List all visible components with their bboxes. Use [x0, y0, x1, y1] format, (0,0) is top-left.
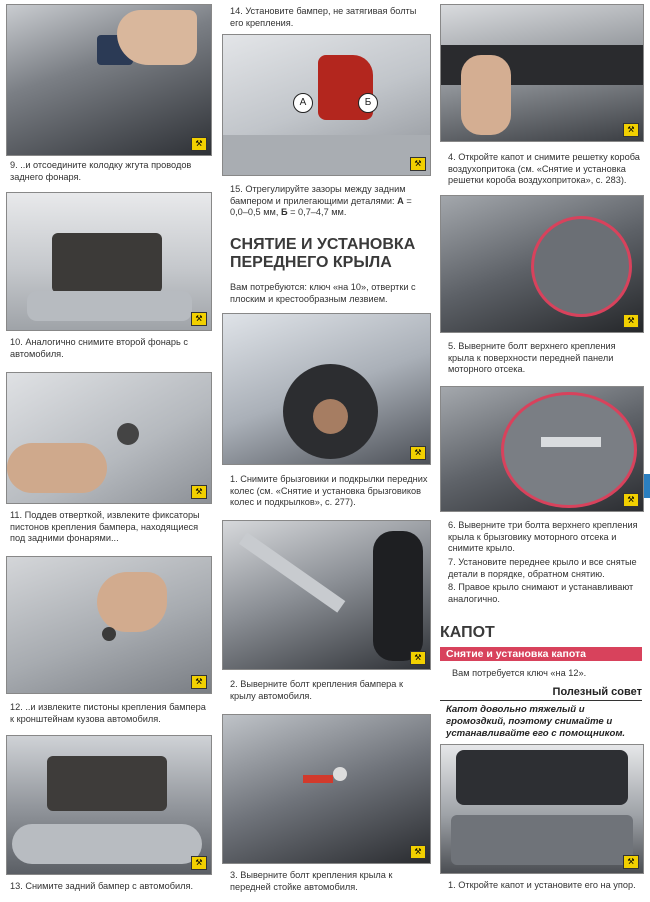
photo-trunk-open	[6, 192, 212, 331]
photo-bumper-bolt	[222, 520, 431, 670]
wrench-icon: ⚒	[410, 446, 426, 460]
caption-hood-step-1: 1. Откройте капот и установите его на упор.	[448, 880, 636, 890]
photo-bumper-pins	[6, 556, 212, 694]
caption-step-14: 14. Установите бампер, не затягивая болты его крепления.	[230, 6, 417, 28]
wrench-icon: ⚒	[191, 312, 207, 326]
photo-tail-light-connector	[6, 4, 212, 156]
chapter-tab-marker	[644, 474, 650, 498]
caption-front-step-2: 2. Выверните болт крепления бампера к крылу автомобиля.	[230, 679, 403, 701]
caption-front-step-3: 3. Выверните болт крепления крыла к передней стойке автомобиля.	[230, 870, 393, 892]
wrench-icon: ⚒	[191, 856, 207, 870]
label-a: А	[293, 93, 313, 113]
section-heading-hood: КАПОТ	[440, 624, 495, 641]
gap-b-label: Б	[280, 207, 288, 217]
tip-title: Полезный совет	[552, 686, 642, 698]
gap-a-value: = 0,0–0,5 мм,	[230, 195, 412, 217]
photo-front-wheel-arch	[222, 313, 431, 465]
photo-three-bolts	[440, 386, 644, 512]
photo-hood-open	[440, 744, 644, 874]
photo-engine-bay-bolt	[440, 195, 644, 333]
section-heading-fender: СНЯТИЕ И УСТАНОВКА ПЕРЕДНЕГО КРЫЛА	[230, 236, 416, 271]
photo-cowl-grille	[440, 4, 644, 142]
tip-divider	[440, 700, 642, 701]
caption-step-15	[230, 184, 428, 219]
caption-step-7: 7. Установите переднее крыло и все снятые детали в порядке, обратном снятию.	[448, 557, 637, 579]
caption-step-8: 8. Правое крыло снимают и устанавливают аналогично.	[448, 582, 634, 604]
subheading-hood-removal: Снятие и установка капота	[440, 647, 642, 661]
tools-fender: Вам потребуются: ключ «на 10», отвертки с плоским и крестообразным лезвием.	[230, 282, 416, 304]
caption-step-6: 6. Выверните три болта верхнего крепления крыла к брызговику моторного отсека и снимите крыло.	[448, 520, 638, 553]
wrench-icon: ⚒	[191, 137, 207, 151]
wrench-icon: ⚒	[623, 314, 639, 328]
tools-hood: Вам потребуется ключ «на 12».	[452, 668, 587, 678]
label-b: Б	[358, 93, 378, 113]
caption-step-13: 13. Снимите задний бампер с автомобиля.	[10, 881, 194, 891]
middle-column	[220, 0, 432, 902]
wrench-icon: ⚒	[410, 157, 426, 171]
caption-step-5: 5. Выверните болт верхнего крепления крыла к поверхности передней панели моторного отсека.	[448, 341, 616, 374]
wrench-icon: ⚒	[623, 493, 639, 507]
caption-step-4: 4. Откройте капот и снимите решетку короба воздухопритока (см. «Снятие и установка решетки короба воздухопритока», с. 283).	[448, 152, 640, 185]
caption-step-11: 11. Поддев отверткой, извлеките фиксаторы пистонов крепления бампера, находящиеся под задними фонарями...	[10, 510, 200, 543]
caption-front-step-1: 1. Снимите брызговики и подкрылки передних колес (см. «Снятие и установка брызговиков колес и подкрылков», с. 277).	[230, 474, 428, 507]
wrench-icon: ⚒	[191, 675, 207, 689]
tip-text: Капот довольно тяжелый и громоздкий, поэтому снимайте и устанавливайте его с помощником.	[446, 704, 626, 739]
wrench-icon: ⚒	[191, 485, 207, 499]
wrench-icon: ⚒	[410, 845, 426, 859]
caption-step-12: 12. ..и извлеките пистоны крепления бампера к кронштейнам кузова автомобиля.	[10, 702, 206, 724]
caption-step-15-text: 15. Отрегулируйте зазоры между задним бампером и прилегающими деталями:	[230, 184, 406, 206]
gap-b-value: = 0,7–4,7 мм.	[287, 207, 347, 217]
gap-a-label: А	[397, 195, 404, 206]
photo-pin-retainer	[6, 372, 212, 504]
right-column	[436, 0, 646, 902]
wrench-icon: ⚒	[623, 855, 639, 869]
photo-rear-bumper-removed	[6, 735, 212, 875]
wrench-icon: ⚒	[410, 651, 426, 665]
photo-rear-bumper-gaps	[222, 34, 431, 176]
left-column	[0, 0, 215, 902]
photo-pillar-bolt	[222, 714, 431, 864]
caption-step-9: 9. ..и отсоедините колодку жгута проводов заднего фонаря.	[10, 160, 192, 182]
wrench-icon: ⚒	[623, 123, 639, 137]
caption-step-10: 10. Аналогично снимите второй фонарь с автомобиля.	[10, 337, 188, 359]
